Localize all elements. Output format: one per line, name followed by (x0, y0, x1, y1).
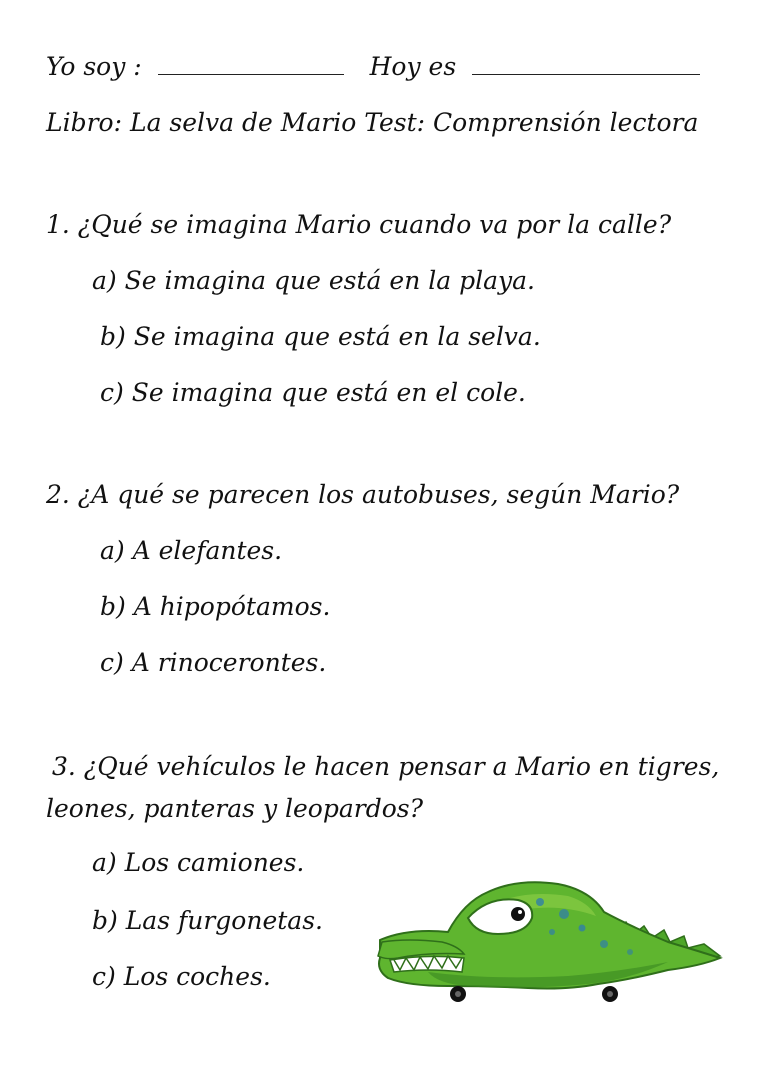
question-1-option-c: c) Se imagina que está en el cole. (100, 378, 526, 407)
question-2-option-b: b) A hipopótamos. (100, 592, 331, 621)
question-3-option-b: b) Las furgonetas. (92, 906, 323, 935)
name-blank[interactable] (158, 73, 344, 75)
question-1: 1. ¿Qué se imagina Mario cuando va por la calle? (46, 210, 672, 239)
question-2-option-c: c) A rinocerontes. (100, 648, 327, 677)
question-3-option-c: c) Los coches. (92, 962, 271, 991)
crocodile-car-illustration (368, 862, 738, 1022)
book-title: Libro: La selva de Mario Test: Comprensión lectora (46, 108, 699, 137)
question-3-line-1: 3. ¿Qué vehículos le hacen pensar a Mario en tigres, (52, 752, 720, 781)
question-2-option-a: a) A elefantes. (100, 536, 283, 565)
name-label: Yo soy : (46, 52, 142, 81)
question-2: 2. ¿A qué se parecen los autobuses, según Mario? (46, 480, 680, 509)
question-3-option-a: a) Los camiones. (92, 848, 305, 877)
name-row (46, 50, 700, 84)
question-1-option-b: b) Se imagina que está en la selva. (100, 322, 541, 351)
question-3-line-2: leones, panteras y leopardos? (46, 794, 424, 823)
date-label: Hoy es (369, 52, 457, 81)
question-1-option-a: a) Se imagina que está en la playa. (92, 266, 535, 295)
date-blank[interactable] (472, 73, 700, 75)
